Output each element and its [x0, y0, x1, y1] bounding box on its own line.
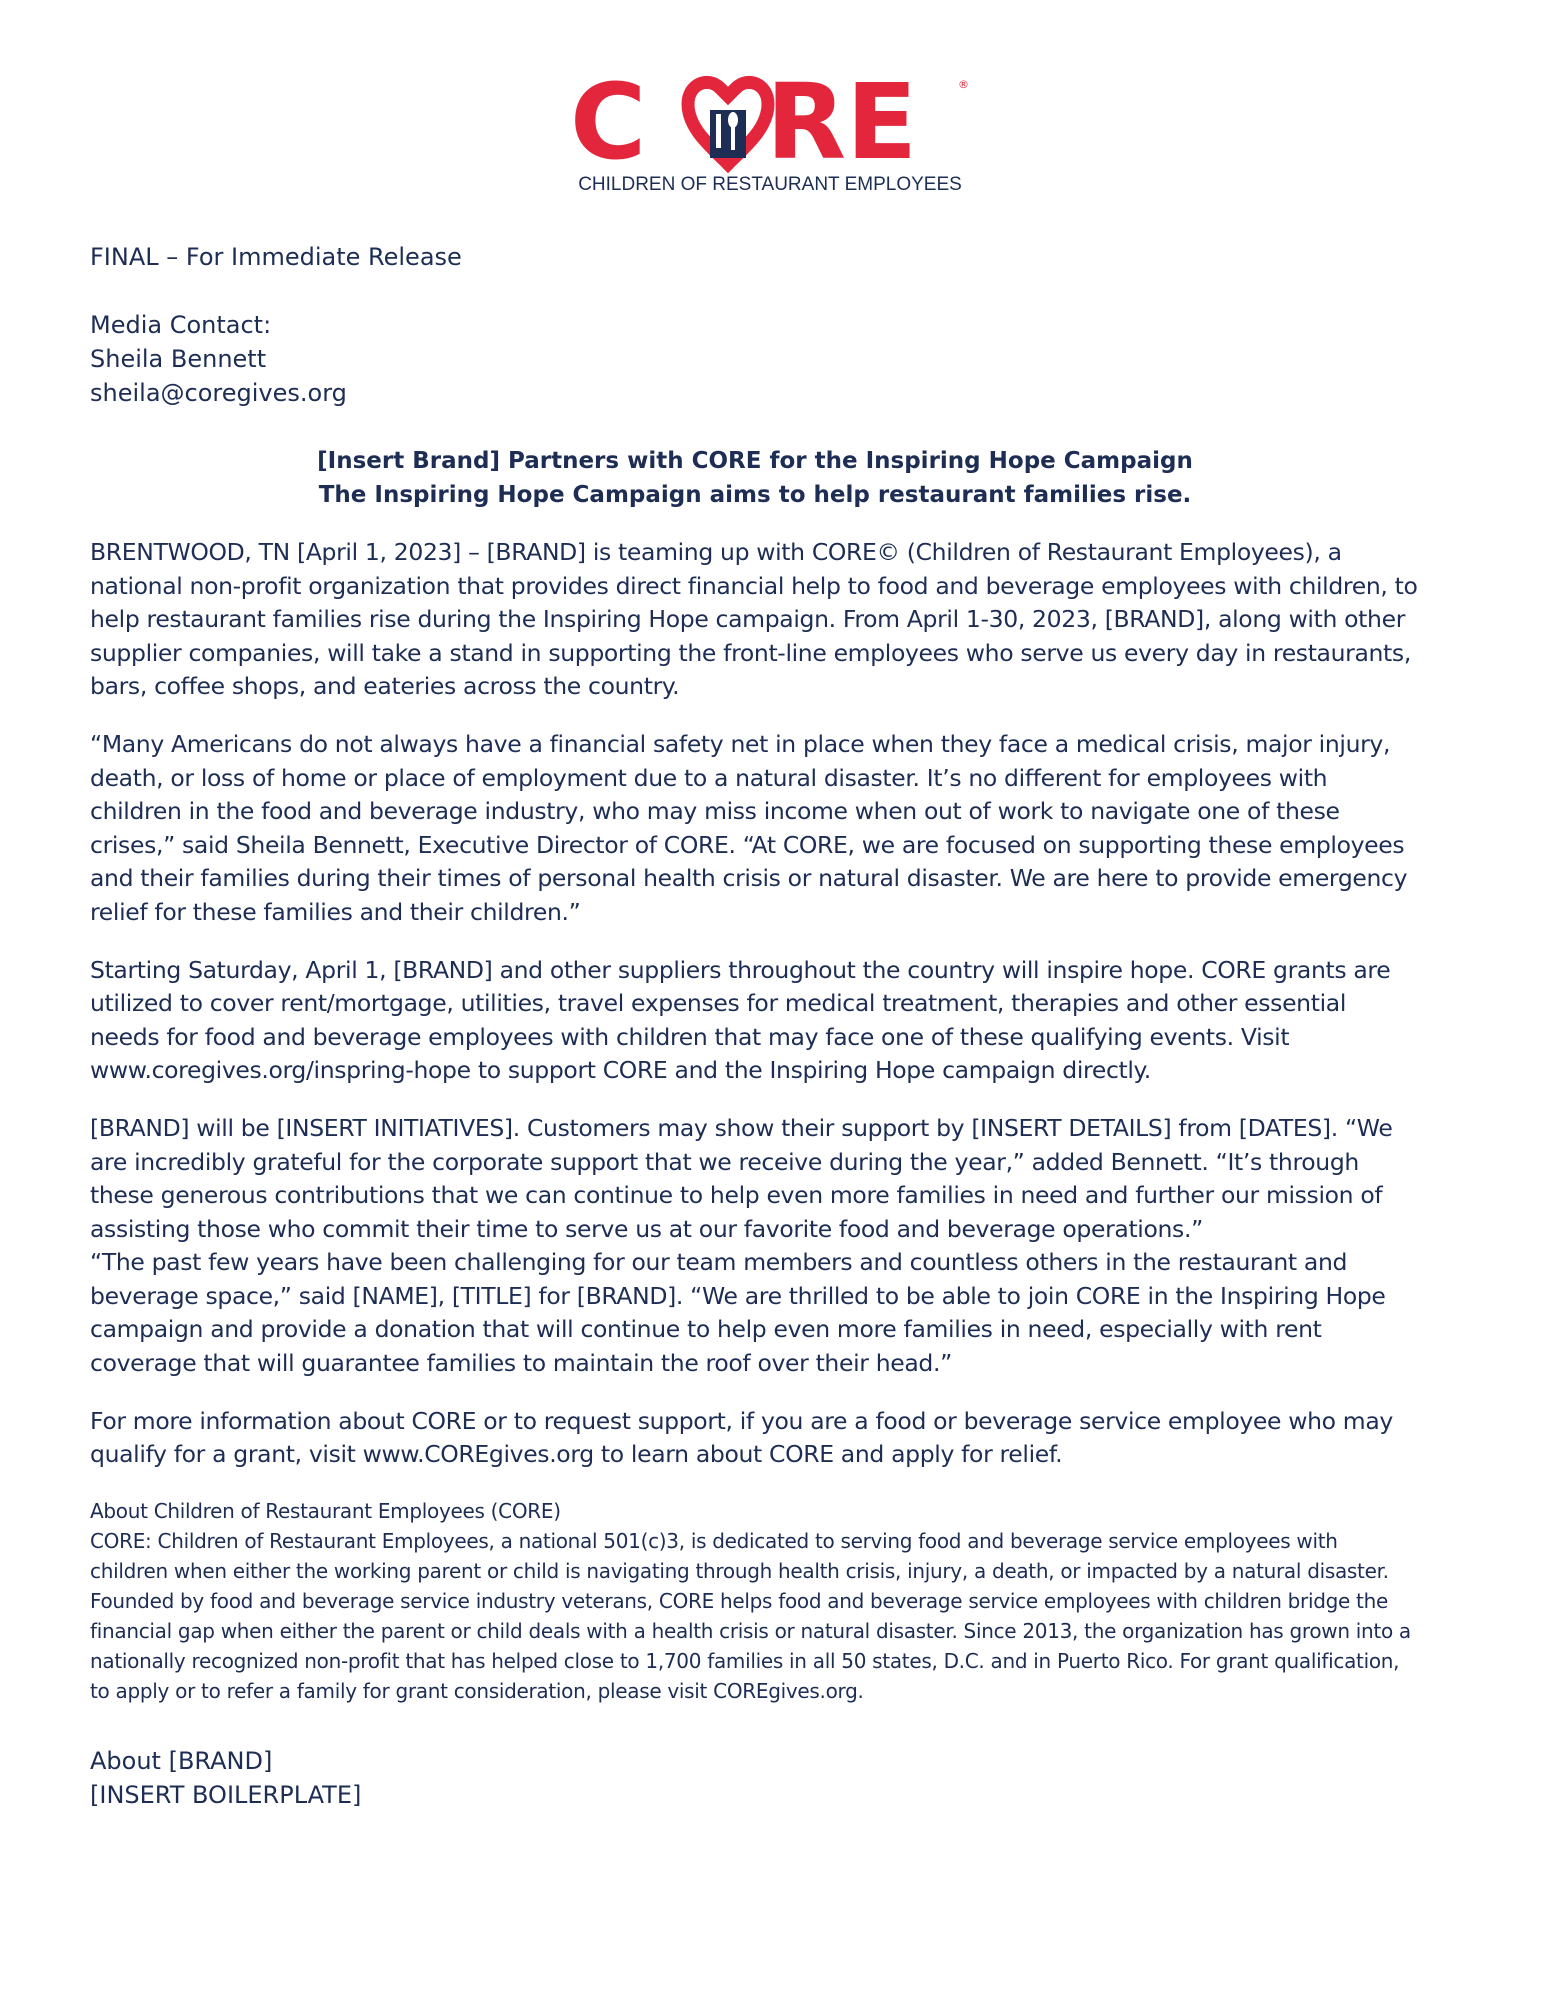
heart-utensils-icon — [688, 82, 768, 164]
release-status: FINAL – For Immediate Release — [90, 243, 462, 271]
about-core — [90, 1496, 1420, 1706]
media-contact — [90, 308, 1420, 410]
media-contact-name: Sheila Bennett — [90, 345, 267, 373]
about-brand — [90, 1744, 1420, 1812]
headline — [90, 444, 1420, 512]
registered-mark: ® — [958, 78, 969, 91]
body-paragraph-2: “Many Americans do not always have a financial safety net in place when they face a medical crisis, major injury, death, or loss of home or place of employment due to a natural disaster. It’s no different for employees with children in the food and beverage industry, who may miss income when out of work to navigate one of these crises,” said Sheila Bennett, Executive Director of CORE. “At CORE, we are focused on supporting these employees and their families during their times of personal health crisis or natural disaster. We are here to provide emergency relief for these families and their children.” — [90, 729, 1408, 926]
body-paragraph-4: [BRAND] will be [INSERT INITIATIVES]. Customers may show their support by [INSERT DETAILS] from [DATES]. “We are incredibly grateful for the corporate support that we receive during the year,” added Bennett. “It’s through these generous contributions that we can continue to help even more families in need and further our mission of assisting those who commit their time to serve us at our favorite food and beverage operations.” — [90, 1113, 1393, 1243]
media-contact-label: Media Contact: — [90, 311, 272, 339]
body-paragraph-6: For more information about CORE or to request support, if you are a food or beverage service employee who may qualify for a grant, visit www.COREgives.org to learn about CORE and apply for relief. — [90, 1406, 1393, 1469]
media-contact-email: sheila@coregives.org — [90, 379, 347, 407]
logo-letters-re: RE — [766, 70, 918, 183]
headline-subtitle: The Inspiring Hope Campaign aims to help restaurant families rise. — [318, 482, 1192, 508]
logo-letter-c: C — [570, 70, 647, 183]
about-brand-body: [INSERT BOILERPLATE] — [90, 1780, 362, 1809]
body-paragraph-1: BRENTWOOD, TN [April 1, 2023] – [BRAND] is teaming up with CORE© (Children of Restaurant Employees), a national non-profit organization that provides direct financial help to food and beverage employees with children, to help restaurant families rise during the Inspiring Hope campaign. From April 1-30, 2023, [BRAND], along with other supplier companies, will take a stand in supporting the front-line employees who serve us every day in restaurants, bars, coffee shops, and eateries across the country. — [90, 538, 1418, 701]
logo-tagline: CHILDREN OF RESTAURANT EMPLOYEES — [578, 174, 962, 195]
about-core-heading: About Children of Restaurant Employees (CORE) — [90, 1498, 561, 1523]
core-logo — [570, 70, 970, 200]
body-paragraph-5: “The past few years have been challenging for our team members and countless others in the restaurant and beverage space,” said [NAME], [TITLE] for [BRAND]. “We are thrilled to be able to join CORE in the Inspiring Hope campaign and provide a donation that will continue to help even more families in need, especially with rent coverage that will guarantee families to maintain the roof over their head.” — [90, 1248, 1386, 1378]
release-body — [90, 240, 1420, 1812]
headline-title: [Insert Brand] Partners with CORE for the Inspiring Hope Campaign — [317, 448, 1193, 474]
about-core-body: CORE: Children of Restaurant Employees, a national 501(c)3, is dedicated to serving food and beverage service employees with children when either the working parent or child is navigating through health crisis, injury, a death, or impacted by a natural disaster. Founded by food and beverage service industry veterans, CORE helps food and beverage service employees with children bridge the financial gap when either the parent or child deals with a health crisis or natural disaster. Since 2013, the organization has grown into a nationally recognized non-profit that has helped close to 1,700 families in all 50 states, D.C. and in Puerto Rico. For grant qualification, to apply or to refer a family for grant consideration, please visit COREgives.org. — [90, 1528, 1411, 1703]
body-paragraph-3: Starting Saturday, April 1, [BRAND] and other suppliers throughout the country will inspire hope. CORE grants are utilized to cover rent/mortgage, utilities, travel expenses for medical treatment, therapies and other essential needs for food and beverage employees with children that may face one of these qualifying events. Visit www.coregives.org/inspring-hope to support CORE and the Inspiring Hope campaign directly. — [90, 955, 1391, 1085]
core-logo-graphic — [570, 70, 970, 200]
about-brand-heading: About [BRAND] — [90, 1746, 273, 1775]
